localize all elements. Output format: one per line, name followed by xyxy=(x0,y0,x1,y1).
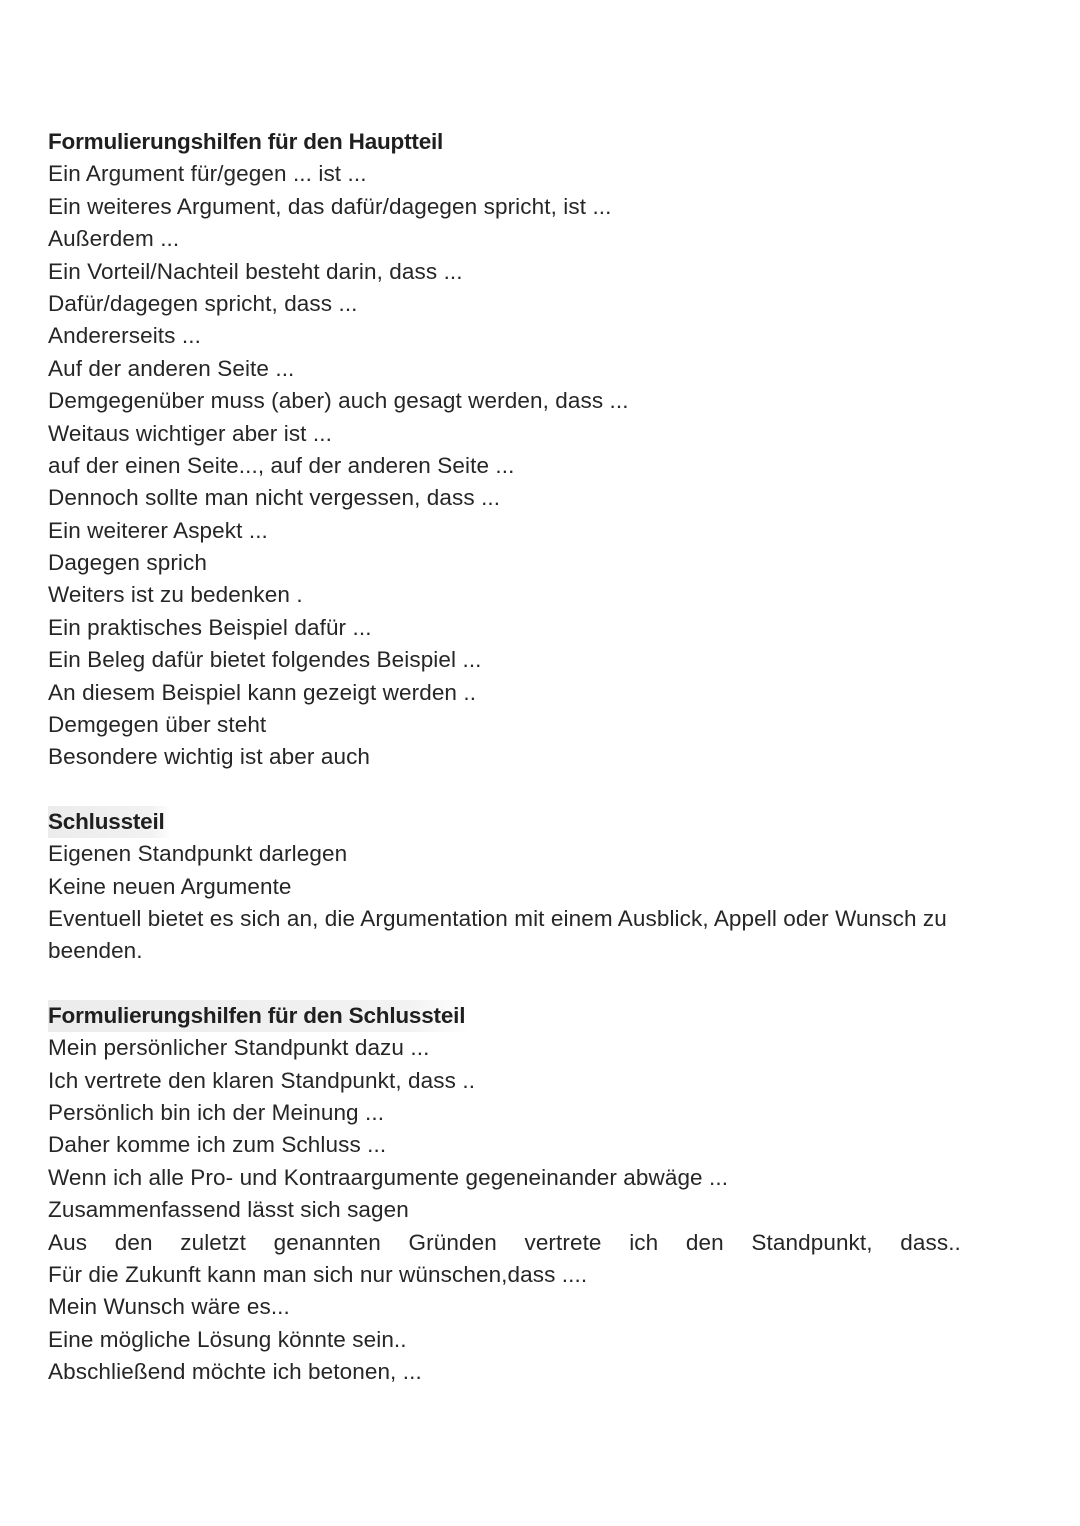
section-hauptteil-phrases xyxy=(48,126,1008,774)
phrase-line: Weitaus wichtiger aber ist ... xyxy=(48,420,332,446)
phrase-line: Ein Beleg dafür bietet folgendes Beispiel ... xyxy=(48,647,482,673)
word: dass.. xyxy=(900,1229,961,1255)
phrase-line: Abschließend möchte ich betonen, ... xyxy=(48,1359,422,1385)
heading-hauptteil-phrases: Formulierungshilfen für den Hauptteil xyxy=(48,129,444,154)
word: genannten xyxy=(273,1229,381,1255)
heading-schlussteil: Schlussteil xyxy=(48,806,171,838)
heading-schlussteil-phrases: Formulierungshilfen für den Schlussteil xyxy=(48,1000,471,1032)
phrase-line: Ein weiterer Aspekt ... xyxy=(48,517,268,543)
phrase-line: An diesem Beispiel kann gezeigt werden .. xyxy=(48,679,477,705)
phrase-line: Dafür/dagegen spricht, dass ... xyxy=(48,290,358,316)
schlussteil-line: Eigenen Standpunkt darlegen xyxy=(48,841,348,867)
phrase-line: Weiters ist zu bedenken . xyxy=(48,582,303,608)
phrase-line: Ich vertrete den klaren Standpunkt, dass .. xyxy=(48,1067,476,1093)
schlussteil-line: Keine neuen Argumente xyxy=(48,873,292,899)
word: Standpunkt, xyxy=(751,1229,873,1255)
phrase-line: Eine mögliche Lösung könnte sein.. xyxy=(48,1326,407,1352)
word: den xyxy=(114,1229,153,1255)
phrase-line: Demgegen über steht xyxy=(48,712,267,738)
word: vertrete xyxy=(524,1229,602,1255)
phrase-line: Dennoch sollte man nicht vergessen, dass ... xyxy=(48,485,501,511)
section-schlussteil-phrases xyxy=(48,1000,1008,1389)
phrase-line: auf der einen Seite..., auf der anderen Seite ... xyxy=(48,452,515,478)
word: Aus xyxy=(48,1229,88,1255)
phrase-line: Andererseits ... xyxy=(48,323,201,349)
phrase-line: Wenn ich alle Pro- und Kontraargumente gegeneinander abwäge ... xyxy=(48,1164,729,1190)
section-gap xyxy=(48,968,1008,1000)
word: ich xyxy=(629,1229,659,1255)
word: Gründen xyxy=(408,1229,497,1255)
justified-phrase-line xyxy=(48,1227,961,1259)
phrase-line: Ein Argument für/gegen ... ist ... xyxy=(48,161,367,187)
schlussteil-paragraph: Eventuell bietet es sich an, die Argumentation mit einem Ausblick, Appell oder Wunsch zu beenden. xyxy=(48,905,947,964)
phrase-line: Mein Wunsch wäre es... xyxy=(48,1294,290,1320)
phrase-line: Besondere wichtig ist aber auch xyxy=(48,744,371,770)
phrase-line: Persönlich bin ich der Meinung ... xyxy=(48,1099,385,1125)
section-schlussteil xyxy=(48,806,1008,968)
document-page xyxy=(48,126,1008,1388)
phrase-line: Ein praktisches Beispiel dafür ... xyxy=(48,614,372,640)
phrase-line: Zusammenfassend lässt sich sagen xyxy=(48,1197,409,1223)
phrase-line: Demgegenüber muss (aber) auch gesagt werden, dass ... xyxy=(48,388,629,414)
phrase-line: Mein persönlicher Standpunkt dazu ... xyxy=(48,1035,430,1061)
word: den xyxy=(685,1229,724,1255)
phrase-line: Daher komme ich zum Schluss ... xyxy=(48,1132,387,1158)
phrase-line: Für die Zukunft kann man sich nur wünschen,dass .... xyxy=(48,1261,588,1287)
phrase-line: Ein Vorteil/Nachteil besteht darin, dass ... xyxy=(48,258,463,284)
phrase-line: Außerdem ... xyxy=(48,226,180,252)
section-gap xyxy=(48,774,1008,806)
word: zuletzt xyxy=(180,1229,246,1255)
phrase-line: Ein weiteres Argument, das dafür/dagegen spricht, ist ... xyxy=(48,193,612,219)
phrase-line: Dagegen sprich xyxy=(48,550,207,576)
phrase-line: Auf der anderen Seite ... xyxy=(48,355,295,381)
